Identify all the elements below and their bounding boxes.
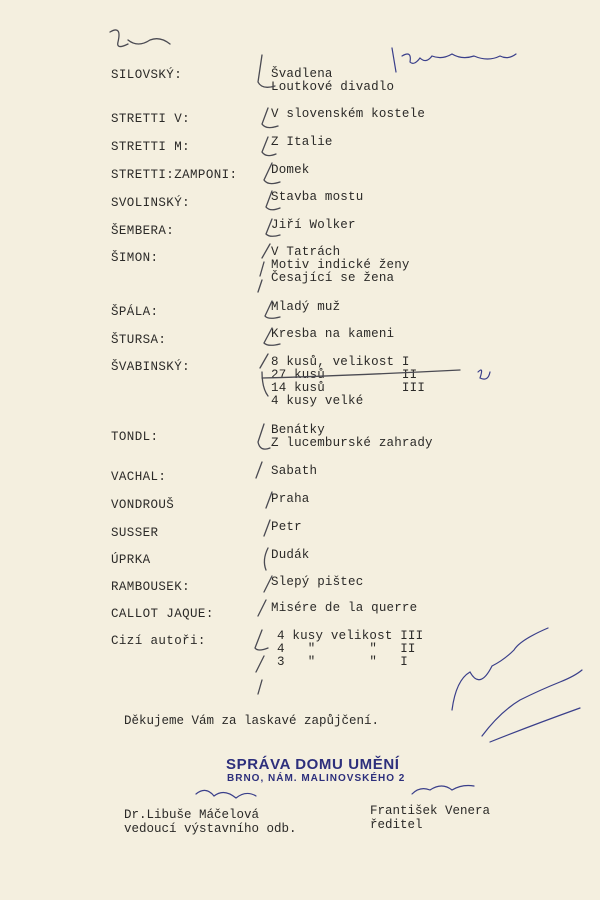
work-title: Benátky Z lucemburské zahrady <box>271 423 433 450</box>
work-title: 4 kusy velikost III 4 " " II 3 " " I <box>277 629 424 669</box>
stamp-address: BRNO, NÁM. MALINOVSKÉHO 2 <box>227 773 406 784</box>
work-title: 8 kusů, velikost I 27 kusů II 14 kusů III 4 kusy velké <box>271 355 426 408</box>
author-name: VACHAL: <box>111 470 167 484</box>
author-name: ŠEMBERA: <box>111 224 175 238</box>
work-title: Misére de la querre <box>271 601 418 615</box>
author-name: SVOLINSKÝ: <box>111 196 191 210</box>
work-title: Mladý muž <box>271 300 341 314</box>
author-name: TONDL: <box>111 430 159 444</box>
author-name: ŠVABINSKÝ: <box>111 360 191 374</box>
institution-stamp: SPRÁVA DOMU UMĚNÍ <box>226 756 400 773</box>
author-name: VONDROUŠ <box>111 498 175 512</box>
work-title: Z Italie <box>271 135 333 149</box>
author-name: STRETTI M: <box>111 140 191 154</box>
signer-right: František Venera ředitel <box>370 804 491 832</box>
work-title: Slepý pištec <box>271 575 364 589</box>
author-name: RAMBOUSEK: <box>111 580 191 594</box>
author-name: ŠIMON: <box>111 251 159 265</box>
work-title: Sabath <box>271 464 318 478</box>
author-name: Cizí autoři: <box>111 634 206 648</box>
author-name: SUSSER <box>111 526 159 540</box>
work-title: Dudák <box>271 548 310 562</box>
work-title: V Tatrách Motiv indické ženy Česající se žena <box>271 245 410 285</box>
author-name: STRETTI V: <box>111 112 191 126</box>
work-title: Kresba na kameni <box>271 327 395 341</box>
work-title: Stavba mostu <box>271 190 364 204</box>
author-name: ŠTURSA: <box>111 333 167 347</box>
author-name: STRETTI:ZAMPONI: <box>111 168 238 182</box>
work-title: Petr <box>271 520 302 534</box>
author-name: SILOVSKÝ: <box>111 68 183 82</box>
author-name: CALLOT JAQUE: <box>111 607 214 621</box>
author-name: ÚPRKA <box>111 553 151 567</box>
signer-left: Dr.Libuše Máčelová vedoucí výstavního odb. <box>124 808 297 836</box>
work-title: Jiří Wolker <box>271 218 356 232</box>
work-title: V slovenském kostele <box>271 107 426 121</box>
work-title: Domek <box>271 163 310 177</box>
work-title: Praha <box>271 492 310 506</box>
author-name: ŠPÁLA: <box>111 305 159 319</box>
thanks-line: Děkujeme Vám za laskavé zapůjčení. <box>124 714 380 728</box>
work-title: Švadlena Loutkové divadlo <box>271 67 395 94</box>
